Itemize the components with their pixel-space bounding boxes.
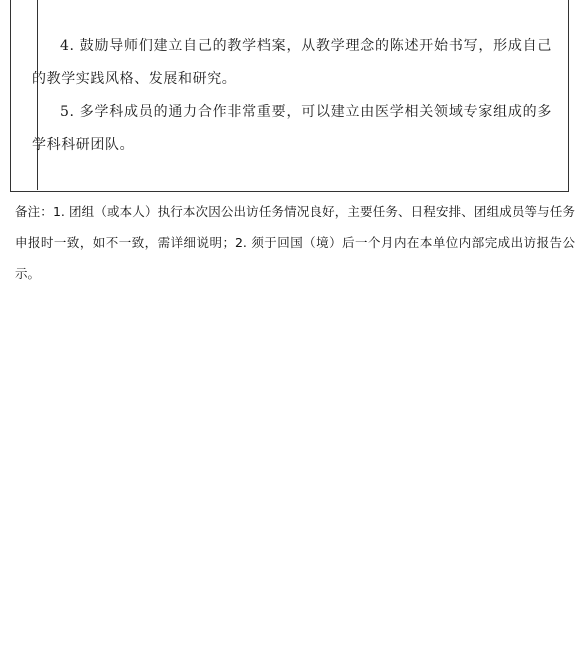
- paragraph-item-5: 5. 多学科成员的通力合作非常重要，可以建立由医学相关领域专家组成的多学科科研团队。: [32, 104, 552, 153]
- remarks-section: [15, 196, 575, 289]
- remarks-label: 备注：: [15, 204, 53, 219]
- cell-content: [32, 30, 552, 162]
- remarks-text: 1. 团组（或本人）执行本次因公出访任务情况良好，主要任务、日程安排、团组成员等与任务申报时一致，如不一致，需详细说明；2. 须于回国（境）后一个月内在本单位内部完成出访报告公示。: [15, 204, 575, 281]
- paragraph-item-4: 4. 鼓励导师们建立自己的教学档案，从教学理念的陈述开始书写，形成自己的教学实践风格、发展和研究。: [32, 38, 552, 87]
